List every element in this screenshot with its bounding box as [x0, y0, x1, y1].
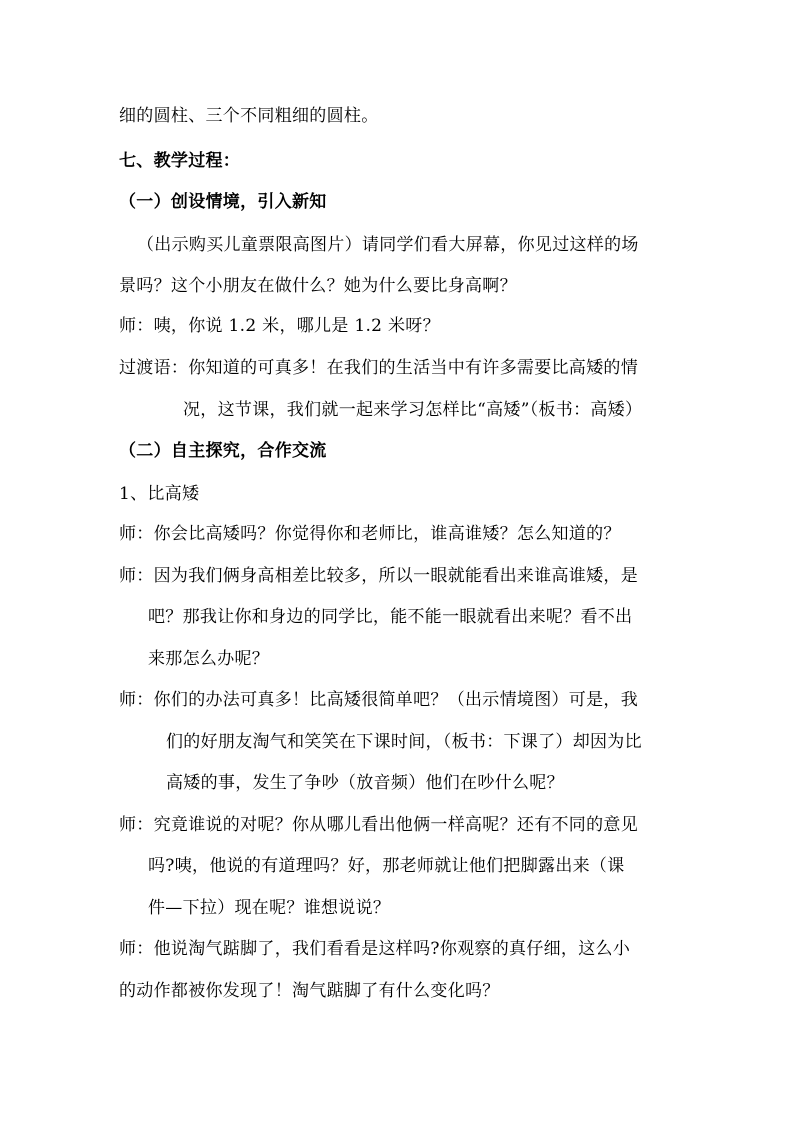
teacher-line: 师：因为我们俩身高相差比较多，所以一眼就能看出来谁高谁矮，是	[119, 566, 638, 586]
subsection-heading-2: （二）自主探究，合作交流	[119, 441, 327, 461]
transition-line-cont: 况，这节课，我们就一起来学习怎样比“高矮”（板书：高矮）	[183, 400, 643, 420]
body-line-continued: 细的圆柱、三个不同粗细的圆柱。	[119, 106, 379, 126]
teacher-line: 师：究竟谁说的对呢？你从哪儿看出他俩一样高呢？还有不同的意见	[119, 815, 638, 835]
teacher-line: 师：咦，你说 1.2 米，哪儿是 1.2 米呀？	[119, 316, 440, 336]
subsection-heading-1: （一）创设情境，引入新知	[119, 192, 327, 212]
teacher-line-cont: 的动作都被你发现了！淘气踮脚了有什么变化吗？	[119, 981, 500, 1001]
teacher-line-cont: 们的好朋友淘气和笑笑在下课时间，（板书：下课了）却因为比	[166, 732, 642, 752]
teacher-line-cont: 件—下拉）现在呢？谁想说说？	[148, 898, 391, 918]
section-heading: 七、教学过程：	[119, 151, 241, 171]
body-line: 景吗？这个小朋友在做什么？她为什么要比身高啊？	[119, 276, 517, 296]
teacher-line-cont: 吗?咦，他说的有道理吗？好，那老师就让他们把脚露出来（课	[148, 856, 625, 876]
body-line: （出示购买儿童票限高图片）请同学们看大屏幕，你见过这样的场	[137, 235, 639, 255]
teacher-line: 师：你会比高矮吗？你觉得你和老师比，谁高谁矮？怎么知道的？	[119, 524, 621, 544]
transition-line: 过渡语：你知道的可真多！在我们的生活当中有许多需要比高矮的情	[119, 358, 638, 378]
teacher-line: 师：他说淘气踮脚了，我们看看是这样吗?你观察的真仔细，这么小	[119, 939, 631, 959]
teacher-line-cont: 来那怎么办呢？	[148, 649, 270, 669]
teacher-line: 师：你们的办法可真多！比高矮很简单吧？（出示情境图）可是，我	[119, 690, 638, 710]
item-heading: 1、比高矮	[119, 484, 200, 504]
teacher-line-cont: 吧？那我让你和身边的同学比，能不能一眼就看出来呢？看不出	[148, 607, 633, 627]
teacher-line-cont: 高矮的事，发生了争吵（放音频）他们在吵什么呢？	[166, 773, 564, 793]
